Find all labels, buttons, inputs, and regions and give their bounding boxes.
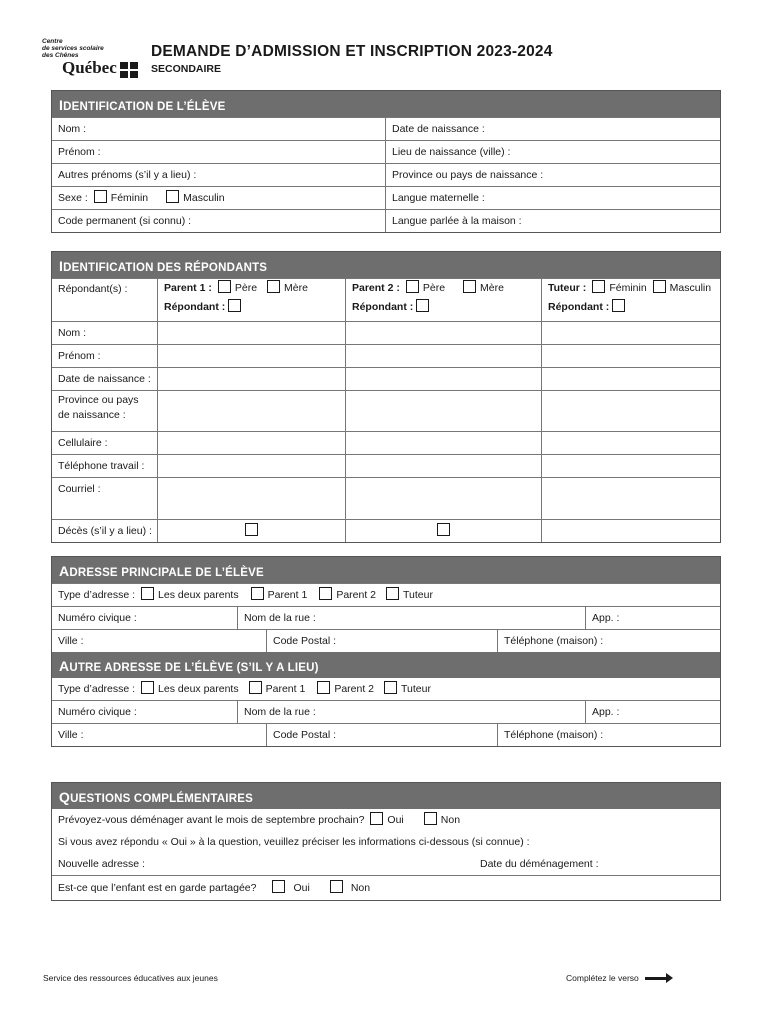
section-questions bbox=[51, 782, 721, 901]
masculin-label: Masculin bbox=[183, 192, 225, 204]
ville-field[interactable]: Ville : bbox=[58, 635, 84, 647]
parent1-cellulaire-input[interactable] bbox=[157, 431, 345, 454]
logo-line2: de services scolaire bbox=[42, 45, 104, 52]
footer-verso-text: Complétez le verso bbox=[566, 973, 639, 983]
parent2-checkbox[interactable] bbox=[319, 587, 332, 600]
tuteur-province-input[interactable] bbox=[541, 390, 720, 431]
tuteur-cellulaire-input[interactable] bbox=[541, 431, 720, 454]
parent2-courriel-input[interactable] bbox=[345, 477, 541, 519]
parent2-nom-input[interactable] bbox=[345, 321, 541, 344]
parent2-prenom-input[interactable] bbox=[345, 344, 541, 367]
row-label-courriel: Courriel : bbox=[52, 477, 157, 519]
tuteur-deces-cell bbox=[541, 519, 720, 542]
section-heading: IDENTIFICATION DE L’ÉLÈVE bbox=[52, 91, 720, 117]
tuteur-masculin-checkbox[interactable] bbox=[653, 280, 666, 293]
eleve-autres-prenoms-field[interactable]: Autres prénoms (s’il y a lieu) : bbox=[58, 169, 197, 181]
footer-verso bbox=[566, 973, 667, 983]
sexe-label: Sexe : bbox=[58, 192, 88, 204]
section-heading: IDENTIFICATION DES RÉPONDANTS bbox=[52, 252, 720, 278]
adresse-type-field: Type d’adresse : Les deux parents Parent 1 Parent 2 Tuteur bbox=[58, 589, 433, 601]
arrow-right-icon bbox=[645, 977, 667, 980]
autre-telephone-maison-field[interactable]: Téléphone (maison) : bbox=[497, 724, 720, 746]
parent1-province-input[interactable] bbox=[157, 390, 345, 431]
parent1-repondant-checkbox[interactable] bbox=[228, 299, 241, 312]
tuteur-prenom-input[interactable] bbox=[541, 344, 720, 367]
autre-nom-rue-field[interactable]: Nom de la rue : bbox=[237, 701, 585, 723]
question-demenager: Prévoyez-vous déménager avant le mois de septembre prochain? Oui Non bbox=[58, 814, 461, 826]
numero-civique-field[interactable]: Numéro civique : bbox=[58, 612, 137, 624]
autre-parent1-checkbox[interactable] bbox=[249, 681, 262, 694]
eleve-date-naissance-field[interactable]: Date de naissance : bbox=[385, 118, 720, 140]
page-subtitle: SECONDAIRE bbox=[151, 63, 222, 75]
eleve-code-permanent-field[interactable]: Code permanent (si connu) : bbox=[58, 215, 192, 227]
parent1-deces-cell bbox=[157, 519, 345, 542]
fleur-de-lis-flag-icon bbox=[120, 62, 138, 78]
row-label-prenom: Prénom : bbox=[52, 344, 157, 367]
section-heading-autre-adresse: AUTRE ADRESSE DE L’ÉLÈVE (S’IL Y A LIEU) bbox=[52, 652, 720, 678]
autre-tuteur-checkbox[interactable] bbox=[384, 681, 397, 694]
masculin-checkbox[interactable] bbox=[166, 190, 179, 203]
logo-line1: Centre bbox=[42, 38, 63, 45]
eleve-lieu-naissance-field[interactable]: Lieu de naissance (ville) : bbox=[385, 141, 720, 163]
date-demenagement-field[interactable]: Date du déménagement : bbox=[480, 858, 599, 870]
section-adresse bbox=[51, 556, 721, 747]
autre-adresse-type-field: Type d’adresse : Les deux parents Parent 1 Parent 2 Tuteur bbox=[58, 683, 431, 695]
nouvelle-adresse-field[interactable]: Nouvelle adresse : bbox=[58, 858, 145, 870]
parent2-deces-cell bbox=[345, 519, 541, 542]
feminin-label: Féminin bbox=[110, 192, 149, 204]
page-title: DEMANDE D’ADMISSION ET INSCRIPTION 2023-2024 bbox=[151, 43, 553, 60]
parent1-prenom-input[interactable] bbox=[157, 344, 345, 367]
parent2-province-input[interactable] bbox=[345, 390, 541, 431]
eleve-nom-field[interactable]: Nom : bbox=[58, 123, 87, 135]
eleve-langue-maternelle-field[interactable]: Langue maternelle : bbox=[385, 187, 720, 209]
row-label-cellulaire: Cellulaire : bbox=[52, 431, 157, 454]
row-label-province: Province ou pays de naissance : bbox=[52, 390, 157, 431]
autre-ville-field[interactable]: Ville : bbox=[58, 729, 84, 741]
code-postal-field[interactable]: Code Postal : bbox=[266, 630, 497, 652]
tuteur-telephone-input[interactable] bbox=[541, 454, 720, 477]
parent1-checkbox[interactable] bbox=[251, 587, 264, 600]
row-label-nom: Nom : bbox=[52, 321, 157, 344]
parent1-courriel-input[interactable] bbox=[157, 477, 345, 519]
eleve-sexe-field bbox=[52, 187, 385, 209]
parent2-pere-checkbox[interactable] bbox=[406, 280, 419, 293]
tuteur-repondant-checkbox[interactable] bbox=[612, 299, 625, 312]
parent1-deces-checkbox[interactable] bbox=[245, 523, 258, 536]
telephone-maison-field[interactable]: Téléphone (maison) : bbox=[497, 630, 720, 652]
tuteur-courriel-input[interactable] bbox=[541, 477, 720, 519]
autre-code-postal-field[interactable]: Code Postal : bbox=[266, 724, 497, 746]
row-label-telephone-travail: Téléphone travail : bbox=[52, 454, 157, 477]
parent2-telephone-input[interactable] bbox=[345, 454, 541, 477]
autre-parent2-checkbox[interactable] bbox=[317, 681, 330, 694]
parent2-mere-checkbox[interactable] bbox=[463, 280, 476, 293]
tuteur-feminin-checkbox[interactable] bbox=[592, 280, 605, 293]
parent2-deces-checkbox[interactable] bbox=[437, 523, 450, 536]
parent1-header: Parent 1 : Père Mère Répondant : bbox=[157, 278, 345, 321]
parent2-cellulaire-input[interactable] bbox=[345, 431, 541, 454]
parent1-mere-checkbox[interactable] bbox=[267, 280, 280, 293]
parent2-repondant-checkbox[interactable] bbox=[416, 299, 429, 312]
logo bbox=[42, 38, 138, 78]
eleve-prenom-field[interactable]: Prénom : bbox=[58, 146, 101, 158]
feminin-checkbox[interactable] bbox=[94, 190, 107, 203]
autre-app-field[interactable]: App. : bbox=[585, 701, 720, 723]
question-precisions: Si vous avez répondu « Oui » à la question, veuillez préciser les informations ci-dessous (si connue) : bbox=[58, 836, 530, 848]
parent2-date-naissance-input[interactable] bbox=[345, 367, 541, 390]
parent2-header: Parent 2 : Père Mère Répondant : bbox=[345, 278, 541, 321]
tuteur-checkbox[interactable] bbox=[386, 587, 399, 600]
footer-service: Service des ressources éducatives aux jeunes bbox=[43, 973, 218, 983]
section-identification-repondants bbox=[51, 251, 721, 543]
row-label-date-naissance: Date de naissance : bbox=[52, 367, 157, 390]
section-identification-eleve bbox=[51, 90, 721, 233]
autre-deux-parents-checkbox[interactable] bbox=[141, 681, 154, 694]
row-label-deces: Décès (s’il y a lieu) : bbox=[52, 519, 157, 542]
tuteur-nom-input[interactable] bbox=[541, 321, 720, 344]
question-garde-partagee: Est-ce que l’enfant est en garde partagée? Oui Non bbox=[58, 882, 371, 894]
demenager-non-checkbox[interactable] bbox=[424, 812, 437, 825]
parent1-date-naissance-input[interactable] bbox=[157, 367, 345, 390]
logo-line3: des Chênes bbox=[42, 52, 79, 59]
parent1-telephone-input[interactable] bbox=[157, 454, 345, 477]
garde-oui-checkbox[interactable] bbox=[272, 880, 285, 893]
repondants-label: Répondant(s) : bbox=[52, 278, 157, 321]
nom-rue-field[interactable]: Nom de la rue : bbox=[237, 607, 585, 629]
logo-quebec: Québec bbox=[62, 58, 117, 77]
garde-non-checkbox[interactable] bbox=[330, 880, 343, 893]
autre-numero-civique-field[interactable]: Numéro civique : bbox=[58, 706, 137, 718]
demenager-oui-checkbox[interactable] bbox=[370, 812, 383, 825]
tuteur-date-naissance-input[interactable] bbox=[541, 367, 720, 390]
section-heading: QUESTIONS COMPLÉMENTAIRES bbox=[52, 783, 720, 809]
tuteur-header: Tuteur : Féminin Masculin Répondant : bbox=[541, 278, 720, 321]
deux-parents-checkbox[interactable] bbox=[141, 587, 154, 600]
section-heading: ADRESSE PRINCIPALE DE L’ÉLÈVE bbox=[52, 557, 720, 583]
parent1-nom-input[interactable] bbox=[157, 321, 345, 344]
app-field[interactable]: App. : bbox=[585, 607, 720, 629]
parent1-pere-checkbox[interactable] bbox=[218, 280, 231, 293]
eleve-langue-maison-field[interactable]: Langue parlée à la maison : bbox=[385, 210, 720, 232]
eleve-province-field[interactable]: Province ou pays de naissance : bbox=[385, 164, 720, 186]
